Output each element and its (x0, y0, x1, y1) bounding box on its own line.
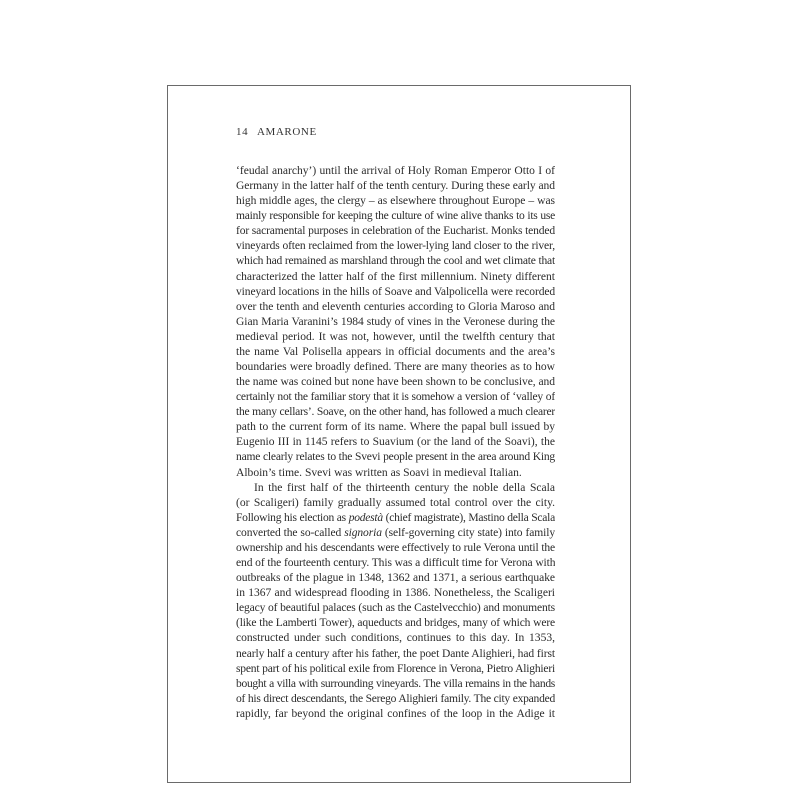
text-line: bought a villa with surrounding vineyards. The villa remains in the hands (236, 677, 555, 690)
paragraph-2 (236, 481, 555, 722)
text-line: name clearly relates to the Svevi people present in the area around King (236, 451, 555, 464)
text-line: certainly not the familiar story that it is somehow a version of ‘valley of (236, 391, 555, 404)
text-run: (self-governing city state) into family (381, 526, 555, 539)
text-line: vineyard locations in the hills of Soave and Valpolicella were recorded (236, 285, 555, 298)
running-head-title: AMARONE (256, 126, 317, 138)
text-line: the many cellars’. Soave, on the other hand, has followed a much clearer (236, 406, 555, 419)
text-line: for sacramental purposes in celebration of the Eucharist. Monks tended (236, 225, 555, 238)
text-line: Eugenio III in 1145 refers to Suavium (or the land of the Soavi), the (236, 436, 555, 449)
text-line: spent part of his political exile from Florence in Verona, Pietro Alighieri (236, 662, 555, 675)
running-head (236, 126, 317, 138)
text-line: legacy of beautiful palaces (such as the Castelvecchio) and monuments (236, 602, 555, 615)
text-line: ownership and his descendants were effectively to rule Verona until the (236, 541, 555, 554)
text-line: medieval period. It was not, however, until the twelfth century that (236, 330, 555, 343)
text-run: converted the so-called (236, 526, 345, 539)
text-line: vineyards often reclaimed from the lower-lying land closer to the river, (236, 240, 555, 253)
text-line: In the first half of the thirteenth century the noble della Scala (254, 481, 555, 494)
text-line: outbreaks of the plague in 1348, 1362 and 1371, a serious earthquake (236, 572, 555, 585)
text-line: (or Scaligeri) family gradually assumed total control over the city. (236, 496, 555, 509)
text-line (236, 526, 555, 541)
text-line: in 1367 and widespread flooding in 1386. Nonetheless, the Scaligeri (236, 587, 555, 600)
text-line: which had remained as marshland through the cool and wet climate that (236, 255, 555, 268)
text-line: Alboin’s time. Svevi was written as Soavi in medieval Italian. (236, 466, 522, 479)
text-line: (like the Lamberti Tower), aqueducts and bridges, many of which were (236, 617, 555, 630)
page-number: 14 (236, 126, 249, 138)
paragraph-1 (236, 164, 555, 481)
italic-term-signoria: signoria (344, 526, 382, 539)
text-line: nearly half a century after his father, the poet Dante Alighieri, had first (236, 647, 555, 660)
book-page (167, 85, 631, 783)
text-line: over the tenth and eleventh centuries according to Gloria Maroso and (236, 300, 555, 313)
text-run: (chief magistrate), Mastino della Scala (382, 511, 555, 524)
text-line: boundaries were broadly defined. There are many theories as to how (236, 361, 555, 374)
text-line (236, 511, 555, 526)
text-line: the name was coined but none have been shown to be conclusive, and (236, 376, 555, 389)
text-run: Following his election as (236, 511, 349, 524)
text-line: of his direct descendants, the Serego Alighieri family. The city expanded (236, 692, 555, 705)
text-line: ‘feudal anarchy’) until the arrival of Holy Roman Emperor Otto I of (236, 165, 555, 177)
body-text (236, 164, 555, 722)
text-line: characterized the latter half of the first millennium. Ninety different (236, 270, 555, 283)
text-line: constructed under such conditions, continues to this day. In 1353, (236, 632, 555, 645)
text-line: high middle ages, the clergy – as elsewhere throughout Europe – was (236, 195, 555, 208)
text-line: rapidly, far beyond the original confines of the loop in the Adige it (236, 707, 555, 720)
text-line: path to the current form of its name. Where the papal bull issued by (236, 421, 555, 434)
text-line: mainly responsible for keeping the culture of wine alive thanks to its use (236, 210, 555, 223)
text-line: end of the fourteenth century. This was a difficult time for Verona with (236, 557, 555, 570)
text-line: the name Val Polisella appears in official documents and the area’s (236, 345, 555, 358)
text-line: Germany in the latter half of the tenth century. During these early and (236, 180, 555, 193)
italic-term-podesta: podestà (348, 511, 383, 524)
text-line: Gian Maria Varanini’s 1984 study of vines in the Veronese during the (236, 315, 555, 328)
